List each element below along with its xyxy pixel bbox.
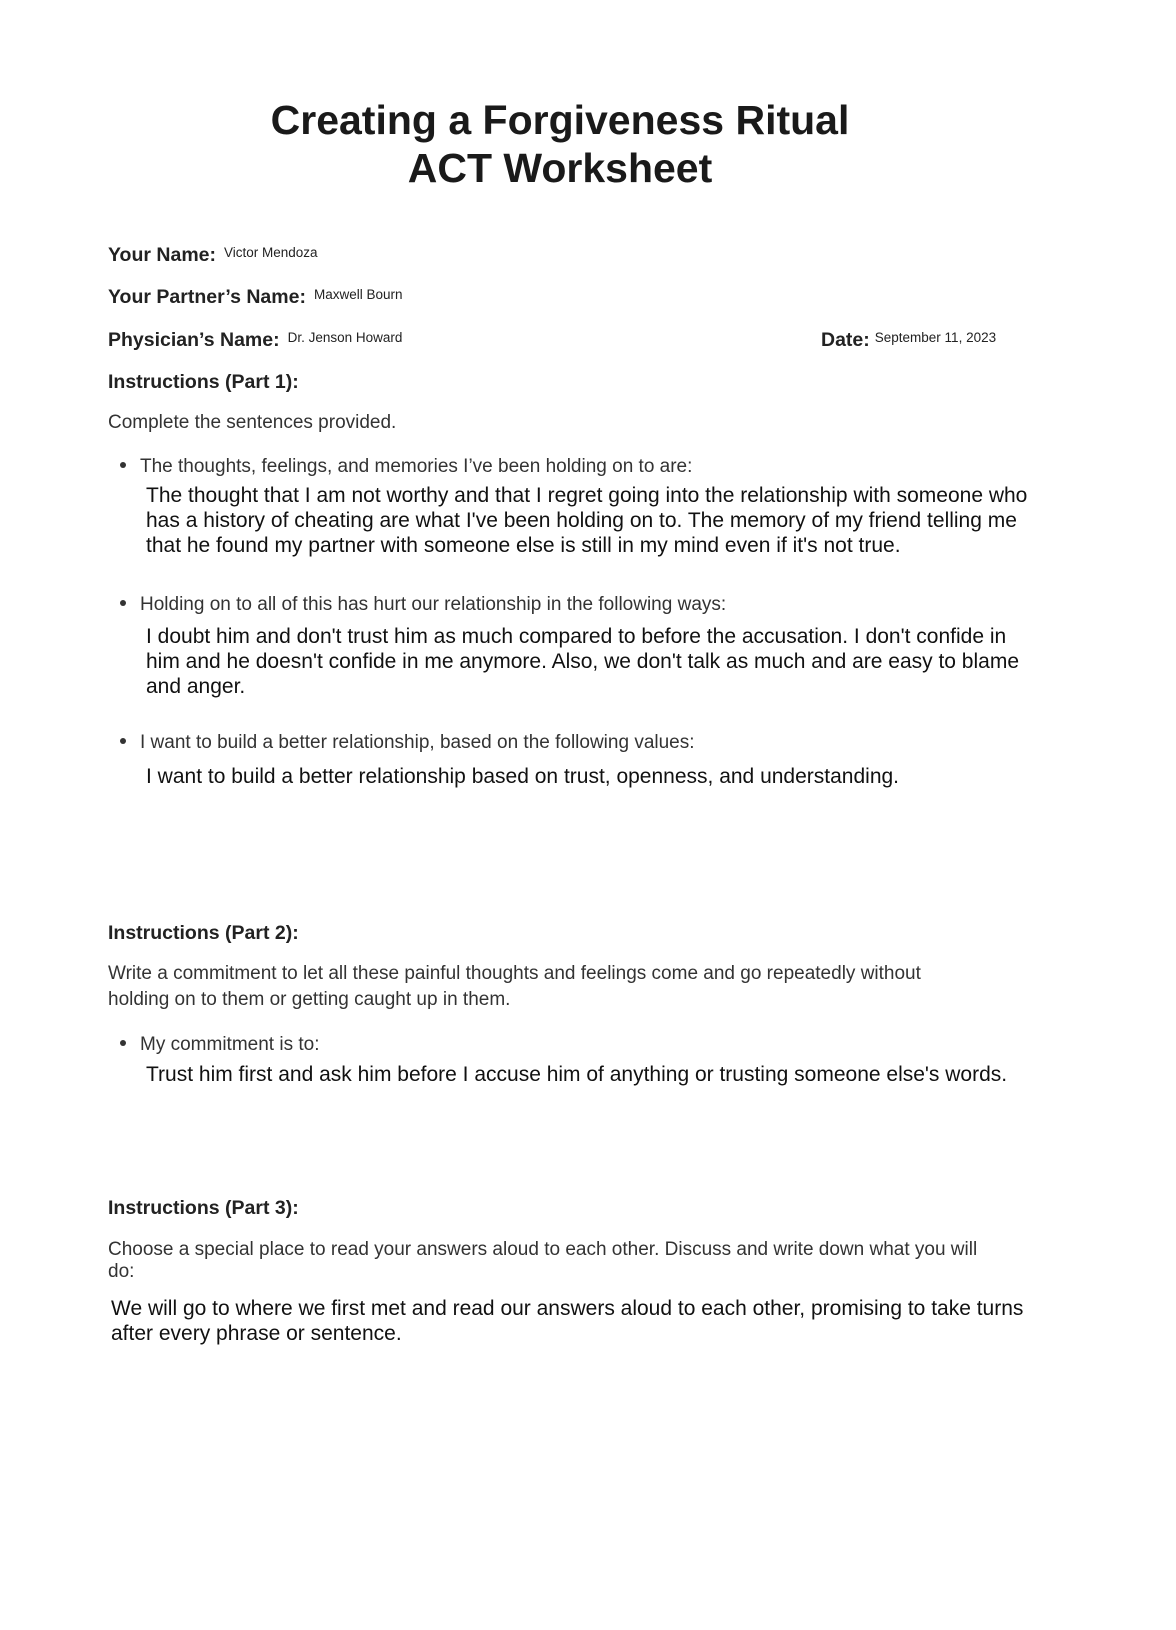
your-name-field xyxy=(108,244,318,267)
part2-heading: Instructions (Part 2): xyxy=(108,922,299,944)
bullet-icon xyxy=(120,1040,126,1046)
bullet-icon xyxy=(120,462,126,468)
part3-instruction: Choose a special place to read your answers aloud to each other. Discuss and write down what you will do: xyxy=(108,1239,978,1282)
part1-prompt-1 xyxy=(120,456,692,478)
bullet-icon xyxy=(120,600,126,606)
page-title: Creating a Forgiveness Ritual ACT Worksheet xyxy=(270,97,850,191)
part1-instruction: Complete the sentences provided. xyxy=(108,412,397,433)
part3-answer: We will go to where we first met and read our answers aloud to each other, promising to take turns after every phrase or sentence. xyxy=(111,1297,1024,1345)
part2-instruction: Write a commitment to let all these painful thoughts and feelings come and go repeatedly without holding on to them or getting caught up in them. xyxy=(108,963,921,1010)
physician-name-value: Dr. Jenson Howard xyxy=(287,330,403,345)
partner-name-label: Your Partner’s Name: xyxy=(108,286,306,308)
date-value: September 11, 2023 xyxy=(874,330,997,345)
part1-heading: Instructions (Part 1): xyxy=(108,371,299,393)
prompt-text: My commitment is to: xyxy=(140,1034,320,1055)
part1-prompt-2 xyxy=(120,594,726,616)
part1-answer-3: I want to build a better relationship based on trust, openness, and understanding. xyxy=(146,765,900,788)
partner-name-field xyxy=(108,286,403,309)
physician-name-field xyxy=(108,329,402,352)
prompt-text: The thoughts, feelings, and memories I’ve been holding on to are: xyxy=(140,456,693,477)
part3-heading: Instructions (Part 3): xyxy=(108,1197,299,1219)
part1-answer-2: I doubt him and don't trust him as much compared to before the accusation. I don't confide in him and he doesn't confide in me anymore. Also, we don't talk as much and are easy to blame and anger. xyxy=(146,625,1020,698)
part2-prompt xyxy=(120,1034,319,1056)
physician-name-label: Physician’s Name: xyxy=(108,329,280,351)
bullet-icon xyxy=(120,738,126,744)
prompt-text: Holding on to all of this has hurt our relationship in the following ways: xyxy=(140,594,727,615)
date-label: Date: xyxy=(821,329,870,351)
part2-answer: Trust him first and ask him before I accuse him of anything or trusting someone else's words. xyxy=(146,1063,1008,1086)
part1-prompt-3 xyxy=(120,732,695,754)
your-name-label: Your Name: xyxy=(108,244,216,266)
partner-name-value: Maxwell Bourn xyxy=(313,287,403,302)
your-name-value: Victor Mendoza xyxy=(224,245,318,260)
date-field xyxy=(821,329,996,352)
prompt-text: I want to build a better relationship, based on the following values: xyxy=(140,732,695,753)
part1-answer-1: The thought that I am not worthy and that I regret going into the relationship with someone who has a history of cheating are what I've been holding on to. The memory of my friend telling me that he found my partner with someone else is still in my mind even if it's not true. xyxy=(146,484,1028,557)
